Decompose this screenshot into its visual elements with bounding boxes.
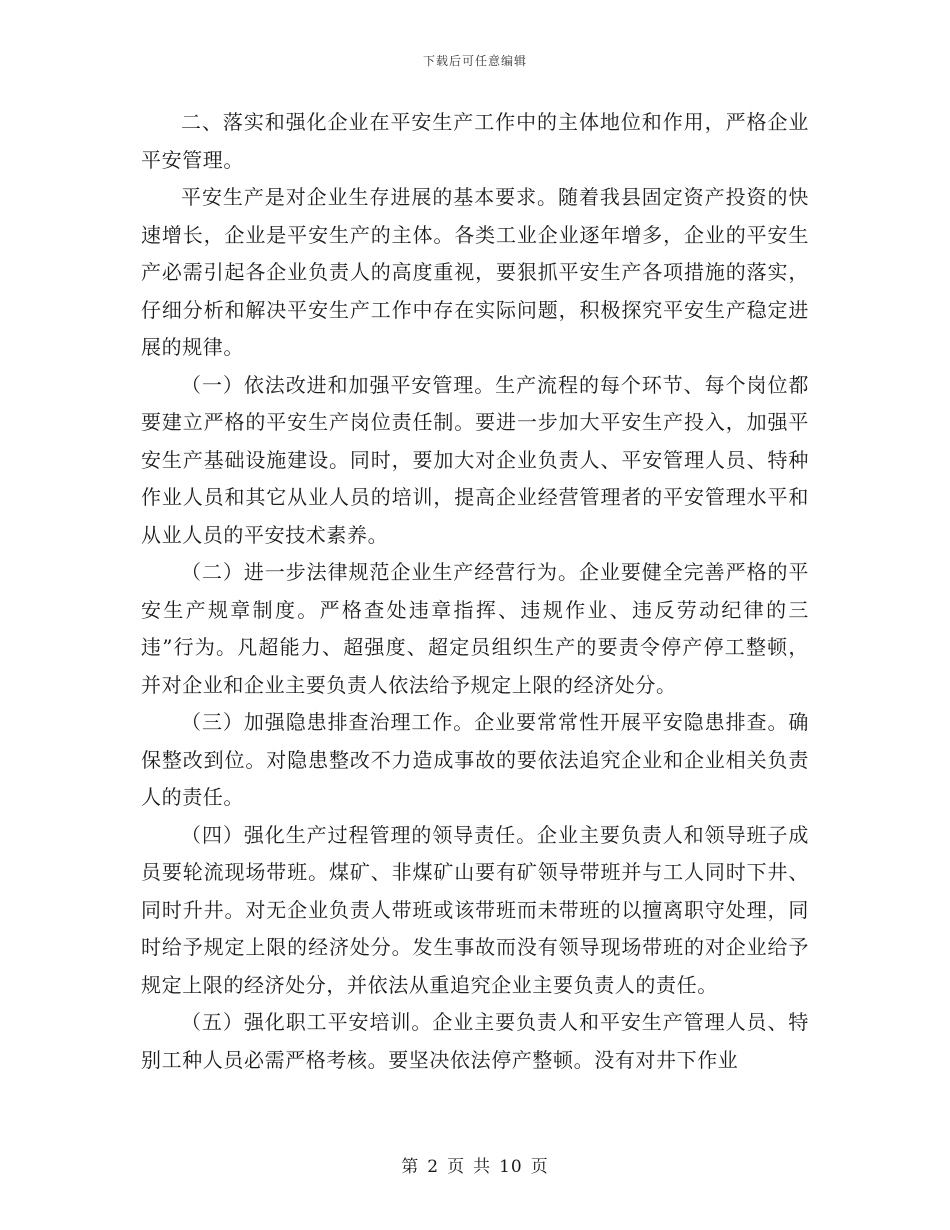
list-item-2: （二）进一步法律规范企业生产经营行为。企业要健全完善严格的平安生产规章制度。严格查处违章指挥、违规作业、违反劳动纪律的三违”行为。凡超能力、超强度、超定员组织生产的要责令停产停工整顿，并对企业和企业主要负责人依法给予规定上限的经济处分。 xyxy=(141,560,809,697)
list-item-3: （三）加强隐患排查治理工作。企业要常常性开展平安隐患排查。确保整改到位。对隐患整改不力造成事故的要依法追究企业和企业相关负责人的责任。 xyxy=(141,710,809,809)
current-page-number: 2 xyxy=(427,1157,440,1177)
total-page-count: 10 xyxy=(499,1157,523,1177)
footer-label-total: 共 xyxy=(473,1157,492,1177)
list-item-5: （五）强化职工平安培训。企业主要负责人和平安生产管理人员、特别工种人员必需严格考核。要坚决依法停产整顿。没有对井下作业 xyxy=(141,1010,809,1072)
list-item-4: （四）强化生产过程管理的领导责任。企业主要负责人和领导班子成员要轮流现场带班。煤矿、非煤矿山要有矿领导带班并与工人同时下井、同时升井。对无企业负责人带班或该带班而未带班的以擅离职守处理，同时给予规定上限的经济处分。发生事故而没有领导现场带班的对企业给予规定上限的经济处分，并依法从重追究企业主要负责人的责任。 xyxy=(141,822,809,997)
page-footer xyxy=(0,1152,950,1177)
footer-label-page: 第 xyxy=(401,1157,420,1177)
section-heading: 二、落实和强化企业在平安生产工作中的主体地位和作用，严格企业平安管理。 xyxy=(141,110,809,172)
header-note: 下载后可任意编辑 xyxy=(422,54,527,68)
list-item-1: （一）依法改进和加强平安管理。生产流程的每个环节、每个岗位都要建立严格的平安生产岗位责任制。要进一步加大平安生产投入，加强平安生产基础设施建设。同时，要加大对企业负责人、平安管理人员、特种作业人员和其它从业人员的培训，提高企业经营管理者的平安管理水平和从业人员的平安技术素养。 xyxy=(141,372,809,547)
document-body xyxy=(141,104,809,1079)
footer-label-end: 页 xyxy=(530,1157,549,1177)
body-paragraph: 平安生产是对企业生存进展的基本要求。随着我县固定资产投资的快速增长，企业是平安生产的主体。各类工业企业逐年增多，企业的平安生产必需引起各企业负责人的高度重视，要狠抓平安生产各项措施的落实，仔细分析和解决平安生产工作中存在实际问题，积极探究平安生产稳定进展的规律。 xyxy=(141,185,809,359)
footer-label-of: 页 xyxy=(447,1157,466,1177)
